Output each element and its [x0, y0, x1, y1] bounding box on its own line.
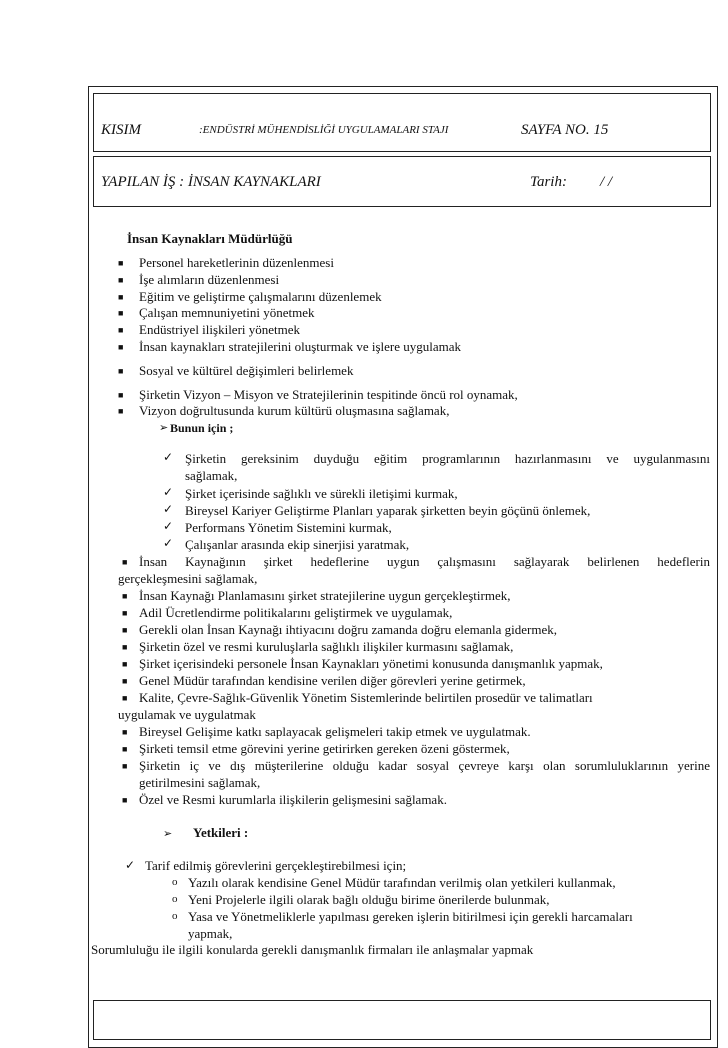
square-bullet-icon: ■: [118, 292, 124, 302]
list-item: İnsan Kaynağının şirket hedeflerine uygun çalışmasını sağlayarak belirlenen hedeflerin: [139, 554, 710, 569]
date-value: / /: [600, 174, 613, 190]
section-title: İnsan Kaynakları Müdürlüğü: [127, 231, 293, 246]
sub-list-item: Yazılı olarak kendisine Genel Müdür tarafından verilmiş olan yetkileri kullanmak,: [188, 875, 616, 890]
list-item: Sosyal ve kültürel değişimleri belirlemek: [139, 363, 354, 378]
list-item: Personel hareketlerinin düzenlenmesi: [139, 255, 334, 270]
square-bullet-icon: ■: [118, 342, 124, 352]
check-icon: ✓: [163, 536, 174, 550]
square-bullet-icon: ■: [122, 642, 128, 652]
square-bullet-icon: ■: [118, 406, 124, 416]
square-bullet-icon: ■: [118, 325, 124, 335]
list-item: Özel ve Resmi kurumlarla ilişkilerin gelişmesini sağlamak.: [139, 792, 447, 807]
square-bullet-icon: ■: [122, 727, 128, 737]
list-item: İnsan Kaynağı Planlamasını şirket stratejilerine uygun gerçekleştirmek,: [139, 588, 511, 603]
closing-line: Sorumluluğu ile ilgili konularda gerekli danışmanlık firmaları ile anlaşmalar yapmak: [91, 942, 534, 957]
circle-bullet-icon: o: [172, 910, 178, 922]
check-icon: ✓: [163, 519, 174, 533]
sub-list-item: Yeni Projelerle ilgili olarak bağlı olduğu birime önerilerde bulunmak,: [188, 892, 550, 907]
square-bullet-icon: ■: [122, 557, 128, 567]
list-item: Şirketin özel ve resmi kuruluşlarla sağlıklı ilişkiler kurmasını sağlamak,: [139, 639, 514, 654]
sub-list-item-cont: yapmak,: [188, 926, 233, 941]
header-box-section: [93, 93, 711, 152]
list-item: Çalışan memnuniyetini yönetmek: [139, 305, 315, 320]
square-bullet-icon: ■: [122, 676, 128, 686]
list-item-cont: getirilmesini sağlamak,: [139, 775, 261, 790]
circle-bullet-icon: o: [172, 893, 178, 905]
list-item: Gerekli olan İnsan Kaynağı ihtiyacını doğru zamanda doğru elemanla gidermek,: [139, 622, 558, 637]
kisim-value: :ENDÜSTRİ MÜHENDİSLİĞİ UYGULAMALARI STAJI: [199, 124, 449, 136]
list-item: Genel Müdür tarafından kendisine verilen diğer görevleri yerine getirmek,: [139, 673, 526, 688]
page-number: SAYFA NO. 15: [521, 122, 609, 138]
list-item: Bireysel Gelişime katkı saplayacak gelişmeleri takip etmek ve uygulatmak.: [139, 724, 531, 739]
list-item: Şirketin Vizyon – Misyon ve Stratejilerinin tespitinde öncü rol oynamak,: [139, 387, 518, 402]
square-bullet-icon: ■: [122, 744, 128, 754]
check-item: Çalışanlar arasında ekip sinerjisi yaratmak,: [185, 537, 410, 552]
list-item: Şirketin iç ve dış müşterilerine olduğu kadar sosyal çevreye karşı olan sorumluluklarının yerine: [139, 758, 710, 773]
list-item: Eğitim ve geliştirme çalışmalarını düzenlemek: [139, 289, 382, 304]
square-bullet-icon: ■: [122, 761, 128, 771]
check-item-cont: sağlamak,: [185, 468, 238, 483]
square-bullet-icon: ■: [118, 308, 124, 318]
check-item: Şirketin gereksinim duyduğu eğitim programlarının hazırlanmasını ve uygulanmasını: [185, 451, 710, 466]
square-bullet-icon: ■: [122, 795, 128, 805]
work-title: YAPILAN İŞ : İNSAN KAYNAKLARI: [101, 174, 321, 190]
list-item: Adil Ücretlendirme politikalarını geliştirmek ve uygulamak,: [139, 605, 453, 620]
square-bullet-icon: ■: [122, 659, 128, 669]
square-bullet-icon: ■: [118, 390, 124, 400]
list-item: Şirketi temsil etme görevini yerine getirirken gereken özeni göstermek,: [139, 741, 510, 756]
square-bullet-icon: ■: [122, 625, 128, 635]
list-item-cont: uygulamak ve uygulatmak: [118, 707, 256, 722]
check-item: Şirket içerisinde sağlıklı ve sürekli iletişimi kurmak,: [185, 486, 458, 501]
circle-bullet-icon: o: [172, 876, 178, 888]
list-item: Endüstriyel ilişkileri yönetmek: [139, 322, 301, 337]
check-icon: ✓: [125, 858, 136, 872]
arrow-bullet-icon: ➢: [163, 828, 173, 840]
square-bullet-icon: ■: [118, 275, 124, 285]
list-item: Kalite, Çevre-Sağlık-Güvenlik Yönetim Sistemlerinde belirtilen prosedür ve talimatları: [139, 690, 593, 705]
list-item-cont: gerçekleşmesini sağlamak,: [118, 571, 258, 586]
square-bullet-icon: ■: [122, 693, 128, 703]
list-item: İşe alımların düzenlenmesi: [139, 272, 280, 287]
square-bullet-icon: ■: [118, 366, 124, 376]
date-label: Tarih:: [530, 174, 567, 190]
sub-list-item: Yasa ve Yönetmeliklerle yapılması gereken işlerin bitirilmesi için gerekli harcamaları: [188, 909, 633, 924]
tarif-line: Tarif edilmiş görevlerini gerçekleştirebilmesi için;: [145, 858, 407, 873]
subheading-yetkileri: Yetkileri :: [193, 825, 249, 840]
check-icon: ✓: [163, 450, 174, 464]
check-icon: ✓: [163, 502, 174, 516]
footer-box: [93, 1000, 711, 1040]
square-bullet-icon: ■: [118, 258, 124, 268]
square-bullet-icon: ■: [122, 608, 128, 618]
check-item: Bireysel Kariyer Geliştirme Planları yaparak şirketten beyin göçünü önlemek,: [185, 503, 591, 518]
check-item: Performans Yönetim Sistemini kurmak,: [185, 520, 392, 535]
list-item: Şirket içerisindeki personele İnsan Kaynakları yönetimi konusunda danışmanlık yapmak,: [139, 656, 603, 671]
arrow-bullet-icon: ➢: [159, 422, 169, 434]
square-bullet-icon: ■: [122, 591, 128, 601]
subheading-bunun-icin: Bunun için ;: [170, 421, 234, 435]
list-item: Vizyon doğrultusunda kurum kültürü oluşmasına sağlamak,: [139, 403, 450, 418]
list-item: İnsan kaynakları stratejilerini oluşturmak ve işlere uygulamak: [139, 339, 462, 354]
kisim-label: KISIM: [101, 122, 141, 138]
check-icon: ✓: [163, 485, 174, 499]
